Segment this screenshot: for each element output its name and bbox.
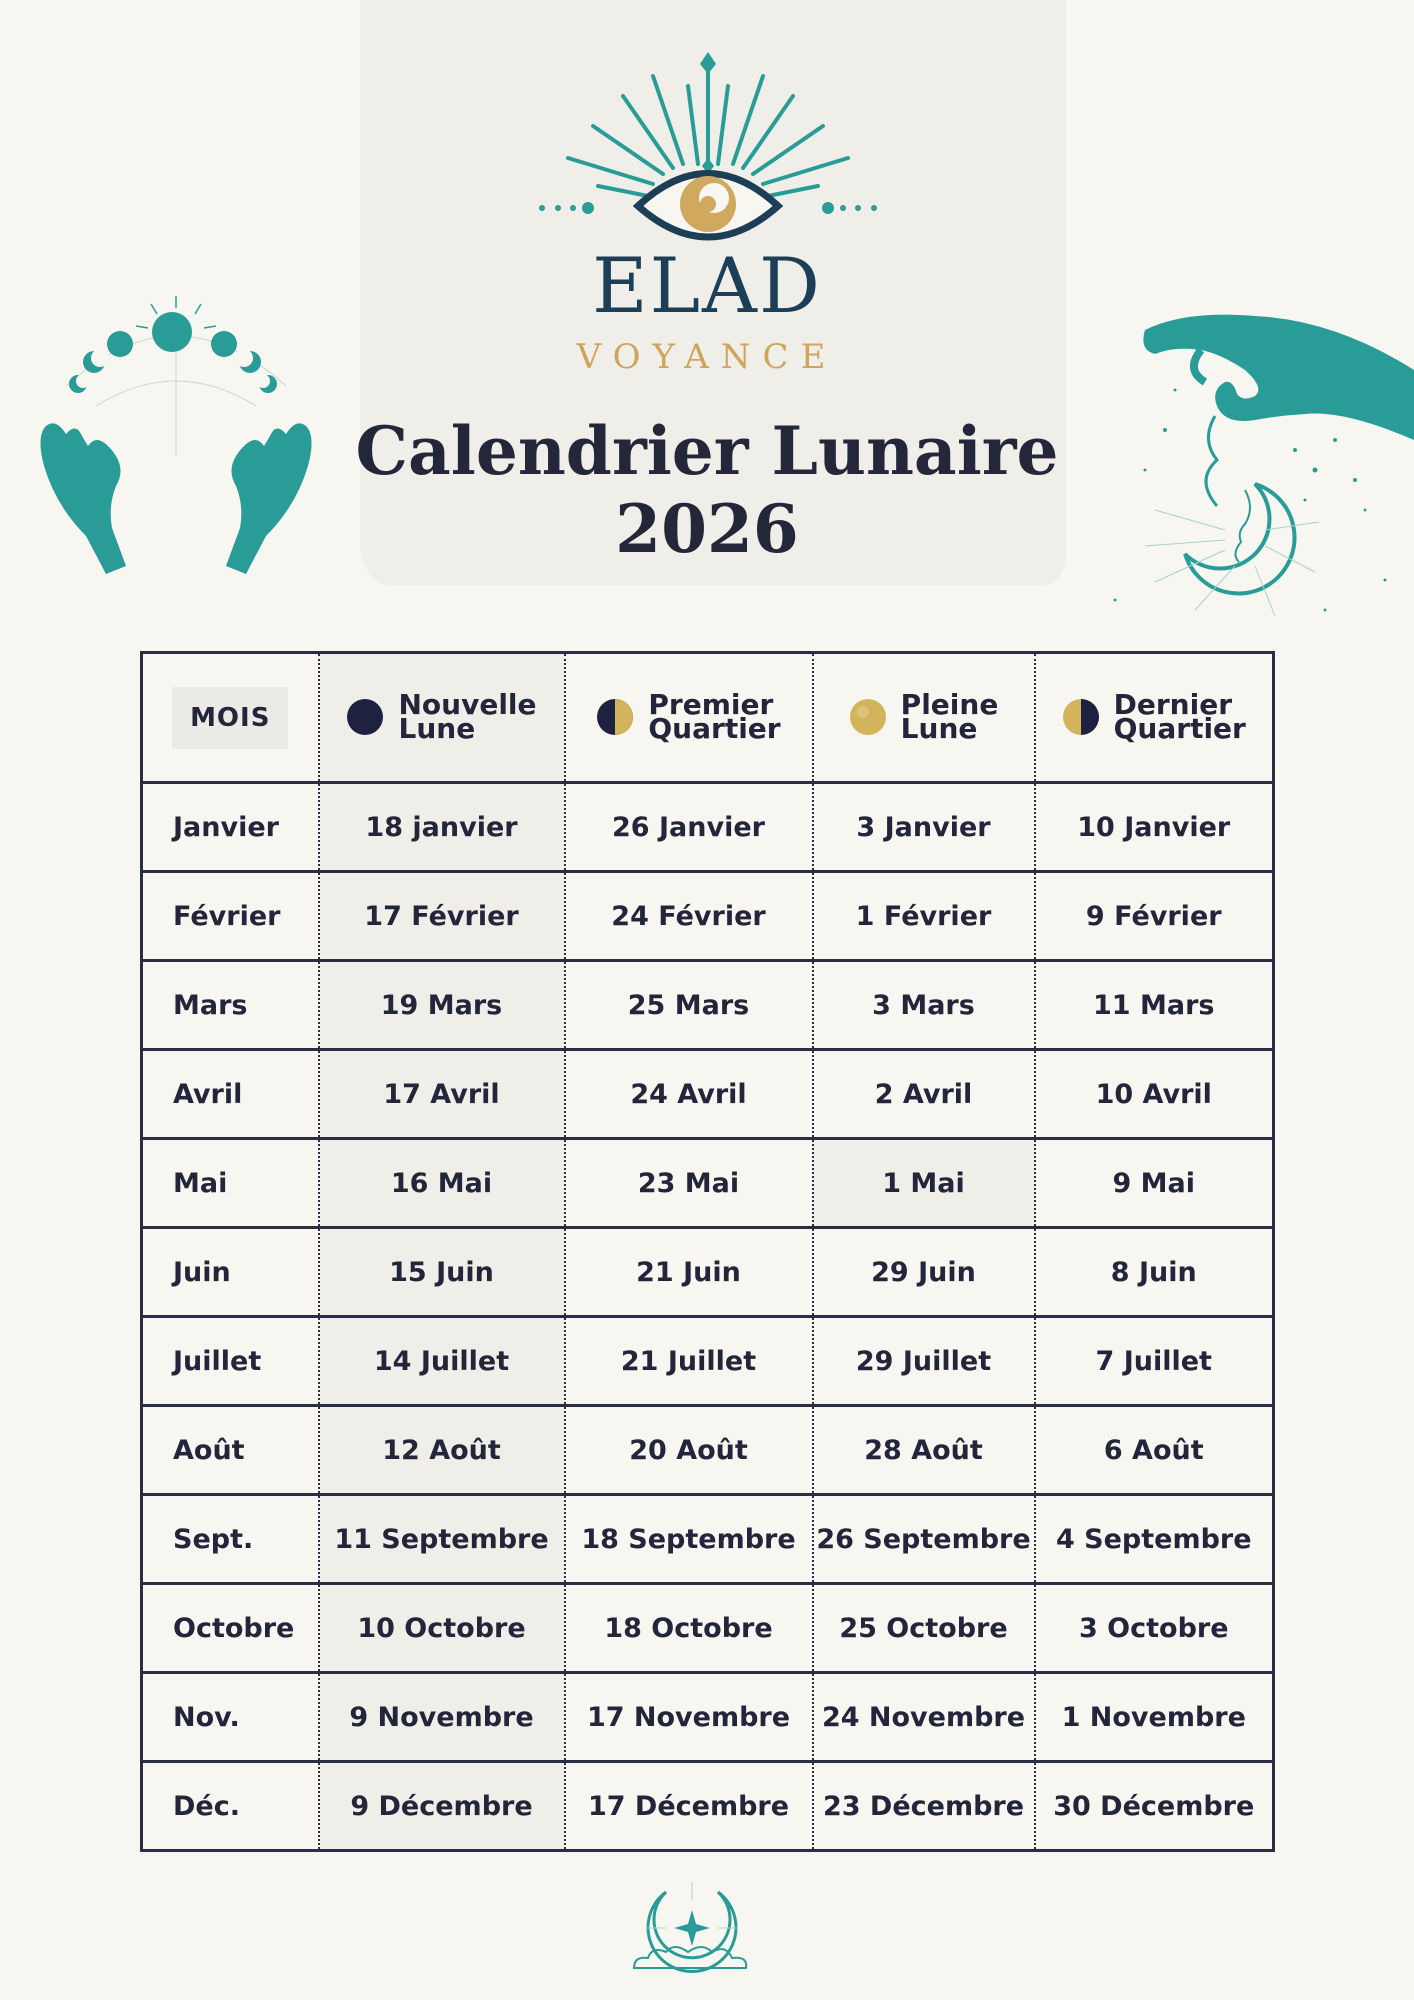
dernier-date-cell: 7 Juillet (1035, 1317, 1274, 1406)
table-row (142, 1673, 1274, 1762)
nouvelle-date-cell: 15 Juin (319, 1228, 565, 1317)
pleine-date-cell: 25 Octobre (813, 1584, 1035, 1673)
dernier-date-cell: 3 Octobre (1035, 1584, 1274, 1673)
month-column-header (142, 653, 319, 783)
new-moon-column-header (319, 653, 565, 783)
premier-date-cell: 21 Juillet (565, 1317, 813, 1406)
dernier-date-cell: 9 Février (1035, 872, 1274, 961)
pleine-date-cell: 23 Décembre (813, 1762, 1035, 1851)
full-moon-icon (849, 698, 887, 736)
premier-date-cell: 26 Janvier (565, 783, 813, 872)
nouvelle-date-cell: 16 Mai (319, 1139, 565, 1228)
table-row (142, 1584, 1274, 1673)
crescent-star-clouds-icon (626, 1872, 756, 1982)
month-cell: Mars (142, 961, 319, 1050)
pleine-date-cell: 3 Janvier (813, 783, 1035, 872)
premier-date-cell: 20 Août (565, 1406, 813, 1495)
first-quarter-label-line2: Quartier (648, 711, 781, 745)
page-year: 2026 (615, 490, 799, 568)
premier-date-cell: 17 Novembre (565, 1673, 813, 1762)
table-row (142, 1762, 1274, 1851)
full-moon-column-header (813, 653, 1035, 783)
month-cell: Nov. (142, 1673, 319, 1762)
hand-crescent-moon-icon (1105, 310, 1414, 630)
month-cell: Déc. (142, 1762, 319, 1851)
nouvelle-date-cell: 9 Décembre (319, 1762, 565, 1851)
month-cell: Avril (142, 1050, 319, 1139)
table-row (142, 1050, 1274, 1139)
premier-date-cell: 23 Mai (565, 1139, 813, 1228)
month-cell: Octobre (142, 1584, 319, 1673)
nouvelle-date-cell: 18 janvier (319, 783, 565, 872)
new-moon-label-line2: Lune (398, 711, 476, 745)
full-moon-label-line1: Pleine (900, 687, 999, 721)
premier-date-cell: 24 Avril (565, 1050, 813, 1139)
premier-date-cell: 18 Octobre (565, 1584, 813, 1673)
table-row (142, 1495, 1274, 1584)
nouvelle-date-cell: 17 Février (319, 872, 565, 961)
table-row (142, 872, 1274, 961)
first-quarter-label-line1: Premier (648, 687, 774, 721)
full-moon-label-line2: Lune (900, 711, 978, 745)
nouvelle-date-cell: 14 Juillet (319, 1317, 565, 1406)
month-cell: Février (142, 872, 319, 961)
table-row (142, 1228, 1274, 1317)
premier-date-cell: 21 Juin (565, 1228, 813, 1317)
dernier-date-cell: 9 Mai (1035, 1139, 1274, 1228)
pleine-date-cell: 2 Avril (813, 1050, 1035, 1139)
pleine-date-cell: 1 Février (813, 872, 1035, 961)
new-moon-icon (346, 698, 384, 736)
pleine-date-cell: 1 Mai (813, 1139, 1035, 1228)
first-quarter-column-header (565, 653, 813, 783)
new-moon-label-line1: Nouvelle (398, 687, 537, 721)
premier-date-cell: 18 Septembre (565, 1495, 813, 1584)
last-quarter-icon (1062, 698, 1100, 736)
pleine-date-cell: 29 Juillet (813, 1317, 1035, 1406)
pleine-date-cell: 29 Juin (813, 1228, 1035, 1317)
nouvelle-date-cell: 11 Septembre (319, 1495, 565, 1584)
dernier-date-cell: 4 Septembre (1035, 1495, 1274, 1584)
month-cell: Juin (142, 1228, 319, 1317)
brand-subtitle: VOYANCE (576, 337, 838, 377)
month-cell: Juillet (142, 1317, 319, 1406)
hands-moon-phases-icon (36, 296, 316, 586)
last-quarter-label-line2: Quartier (1113, 711, 1246, 745)
first-quarter-icon (596, 698, 634, 736)
lunar-calendar-table (140, 651, 1275, 1852)
last-quarter-column-header (1035, 653, 1274, 783)
pleine-date-cell: 24 Novembre (813, 1673, 1035, 1762)
dernier-date-cell: 8 Juin (1035, 1228, 1274, 1317)
dernier-date-cell: 11 Mars (1035, 961, 1274, 1050)
premier-date-cell: 24 Février (565, 872, 813, 961)
table-header-row (142, 653, 1274, 783)
nouvelle-date-cell: 12 Août (319, 1406, 565, 1495)
table-row (142, 961, 1274, 1050)
table-row (142, 1139, 1274, 1228)
nouvelle-date-cell: 19 Mars (319, 961, 565, 1050)
table-row (142, 1317, 1274, 1406)
month-cell: Janvier (142, 783, 319, 872)
dernier-date-cell: 30 Décembre (1035, 1762, 1274, 1851)
premier-date-cell: 17 Décembre (565, 1762, 813, 1851)
pleine-date-cell: 28 Août (813, 1406, 1035, 1495)
table-row (142, 783, 1274, 872)
dernier-date-cell: 1 Novembre (1035, 1673, 1274, 1762)
eye-logo-icon (528, 46, 888, 246)
dernier-date-cell: 10 Avril (1035, 1050, 1274, 1139)
pleine-date-cell: 26 Septembre (813, 1495, 1035, 1584)
month-cell: Sept. (142, 1495, 319, 1584)
table-body (142, 783, 1274, 1851)
pleine-date-cell: 3 Mars (813, 961, 1035, 1050)
month-cell: Août (142, 1406, 319, 1495)
dernier-date-cell: 10 Janvier (1035, 783, 1274, 872)
nouvelle-date-cell: 9 Novembre (319, 1673, 565, 1762)
premier-date-cell: 25 Mars (565, 961, 813, 1050)
nouvelle-date-cell: 17 Avril (319, 1050, 565, 1139)
page-title: Calendrier Lunaire (355, 412, 1059, 490)
table-row (142, 1406, 1274, 1495)
month-header-label: MOIS (172, 687, 288, 749)
last-quarter-label-line1: Dernier (1113, 687, 1232, 721)
nouvelle-date-cell: 10 Octobre (319, 1584, 565, 1673)
brand-name: ELAD (592, 241, 822, 330)
month-cell: Mai (142, 1139, 319, 1228)
dernier-date-cell: 6 Août (1035, 1406, 1274, 1495)
